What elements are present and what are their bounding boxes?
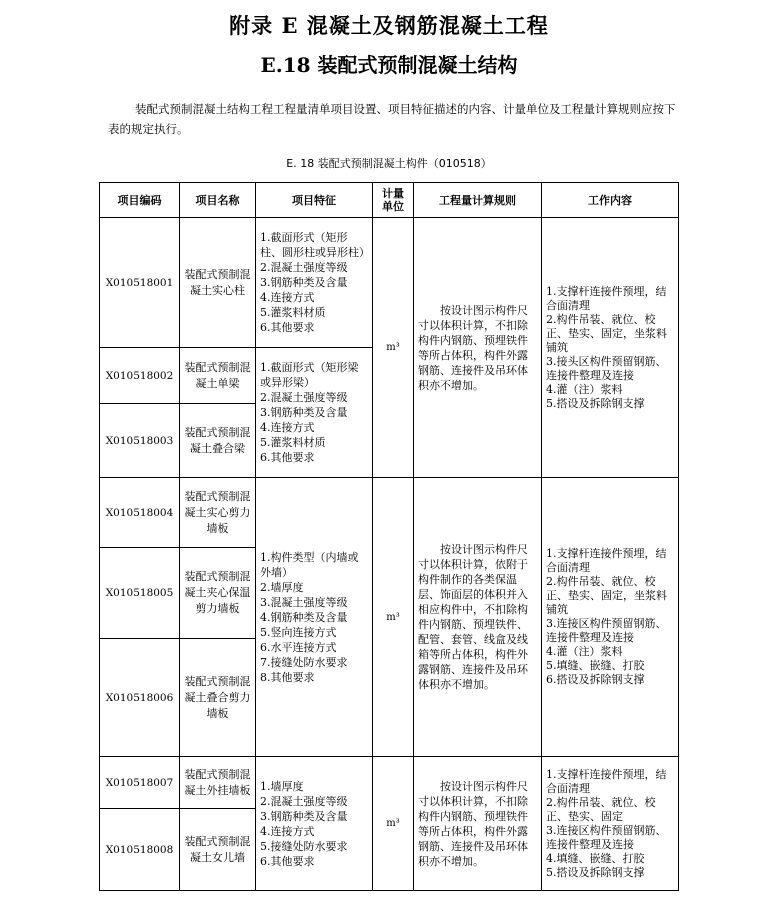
- header-features: 项目特征: [256, 183, 373, 218]
- table-caption: E. 18 装配式预制混凝土构件（010518）: [286, 157, 492, 170]
- feature-line: 2.混凝土强度等级: [260, 794, 348, 808]
- work-line: 3.接头区构件预留钢筋、连接件整理及连接: [546, 354, 667, 382]
- feature-line: 5.灌浆料材质: [260, 306, 326, 319]
- feature-line: 7.接缝处防水要求: [260, 655, 348, 669]
- work-line: 5.填缝、嵌缝、打胶: [546, 659, 645, 672]
- item-name: 装配式预制混凝土叠合剪力墙板: [180, 639, 256, 757]
- work-line: 4.灌（注）浆料: [546, 382, 623, 396]
- item-code: X010518005: [100, 548, 180, 639]
- feature-line: 2.混凝土强度等级: [260, 391, 348, 404]
- item-features: [256, 348, 373, 478]
- unit-cell: m³: [373, 757, 414, 891]
- table-row: [100, 218, 679, 348]
- feature-line: 3.混凝土强度等级: [260, 595, 348, 609]
- section-title: E.18 装配式预制混凝土结构: [260, 53, 518, 77]
- work-line: 5.搭设及拆除钢支撑: [546, 865, 645, 879]
- feature-line: 5.接缝处防水要求: [260, 839, 348, 853]
- item-name: 装配式预制混凝土单梁: [180, 348, 256, 404]
- work-line: 3.连接区构件预留钢筋、连接件整理及连接: [546, 617, 667, 644]
- item-name: 装配式预制混凝土女儿墙: [180, 809, 256, 891]
- unit-cell: m³: [373, 478, 414, 757]
- feature-line: 5.灌浆料材质: [260, 436, 326, 449]
- work-content: [542, 478, 679, 757]
- feature-line: 3.钢筋种类及含量: [260, 809, 348, 823]
- feature-line: 3.钢筋种类及含量: [260, 406, 348, 419]
- feature-line: 1.墙厚度: [260, 779, 304, 793]
- calc-rule: 按设计图示构件尺寸以体积计算，不扣除构件内钢筋、预埋铁件等所占体积，构件外露钢筋、连接件及吊环体积亦不增加。: [414, 218, 542, 478]
- work-line: 1.支撑杆连接件预埋，结合面清理: [546, 284, 667, 312]
- work-content: [542, 757, 679, 891]
- feature-line: 1.截面形式（矩形柱、圆形柱或异形柱）: [260, 231, 370, 259]
- table-row: [100, 478, 679, 548]
- item-name: 装配式预制混凝土外挂墙板: [180, 757, 256, 809]
- item-code: X010518004: [100, 478, 180, 548]
- work-line: 2.构件吊装、就位、校正、垫实、固定: [546, 795, 656, 823]
- calc-rule: 按设计图示构件尺寸以体积计算，依附于构件制作的各类保温层、饰面层的体积并入相应构件中，不扣除构件内钢筋、预埋铁件、配管、套管、线盒及线箱等所占体积，构件外露钢筋、连接件及吊环体积亦不增加。: [414, 478, 542, 757]
- work-line: 1.支撑杆连接件预埋，结合面清理: [546, 767, 667, 795]
- item-code: X010518003: [100, 404, 180, 478]
- item-features: [256, 478, 373, 757]
- item-name: 装配式预制混凝土夹心保温剪力墙板: [180, 548, 256, 639]
- work-content: [542, 218, 679, 478]
- feature-line: 6.其他要求: [260, 451, 315, 464]
- feature-line: 2.混凝土强度等级: [260, 261, 348, 274]
- item-code: X010518007: [100, 757, 180, 809]
- feature-line: 3.钢筋种类及含量: [260, 276, 348, 289]
- work-line: 3.连接区构件预留钢筋、连接件整理及连接: [546, 823, 667, 851]
- item-features: [256, 757, 373, 891]
- feature-line: 4.连接方式: [260, 824, 315, 838]
- intro-paragraph: 装配式预制混凝土结构工程工程量清单项目设置、项目特征描述的内容、计量单位及工程量计算规则应按下表的规定执行。: [108, 102, 676, 136]
- work-line: 2.构件吊装、就位、校正、垫实、固定，坐浆料铺筑: [546, 575, 667, 616]
- feature-line: 6.其他要求: [260, 321, 315, 334]
- appendix-title: 附录 E 混凝土及钢筋混凝土工程: [229, 13, 549, 38]
- item-code: X010518008: [100, 809, 180, 891]
- feature-line: 6.其他要求: [260, 854, 315, 868]
- item-code: X010518006: [100, 639, 180, 757]
- items-table: [99, 182, 679, 891]
- header-name: 项目名称: [180, 183, 256, 218]
- table-header-row: [100, 183, 679, 218]
- work-line: 4.填缝、嵌缝、打胶: [546, 851, 645, 865]
- feature-line: 4.连接方式: [260, 421, 315, 434]
- header-rule: 工程量计算规则: [414, 183, 542, 218]
- work-line: 5.搭设及拆除钢支撑: [546, 396, 645, 410]
- table-row: [100, 757, 679, 809]
- item-name: 装配式预制混凝土实心柱: [180, 218, 256, 348]
- feature-line: 6.水平连接方式: [260, 640, 337, 654]
- item-code: X010518002: [100, 348, 180, 404]
- work-line: 6.搭设及拆除钢支撑: [546, 673, 645, 686]
- header-work: 工作内容: [542, 183, 679, 218]
- calc-rule: 按设计图示构件尺寸以体积计算，不扣除构件内钢筋、预埋铁件等所占体积，构件外露钢筋、连接件及吊环体积亦不增加。: [414, 757, 542, 891]
- feature-line: 1.构件类型（内墙或外墙）: [260, 550, 359, 579]
- feature-line: 8.其他要求: [260, 670, 315, 684]
- unit-cell: m³: [373, 218, 414, 478]
- feature-line: 1.截面形式（矩形梁或异形梁）: [260, 361, 359, 389]
- item-code: X010518001: [100, 218, 180, 348]
- header-unit: 计量单位: [373, 183, 414, 218]
- feature-line: 2.墙厚度: [260, 580, 304, 594]
- work-line: 4.灌（注）浆料: [546, 645, 623, 658]
- header-code: 项目编码: [100, 183, 180, 218]
- work-line: 2.构件吊装、就位、校正、垫实、固定，坐浆料铺筑: [546, 312, 667, 354]
- feature-line: 4.连接方式: [260, 291, 315, 304]
- item-name: 装配式预制混凝土叠合梁: [180, 404, 256, 478]
- work-line: 1.支撑杆连接件预埋，结合面清理: [546, 547, 667, 574]
- item-name: 装配式预制混凝土实心剪力墙板: [180, 478, 256, 548]
- item-features: [256, 218, 373, 348]
- feature-line: 5.竖向连接方式: [260, 625, 337, 639]
- feature-line: 4.钢筋种类及含量: [260, 610, 348, 624]
